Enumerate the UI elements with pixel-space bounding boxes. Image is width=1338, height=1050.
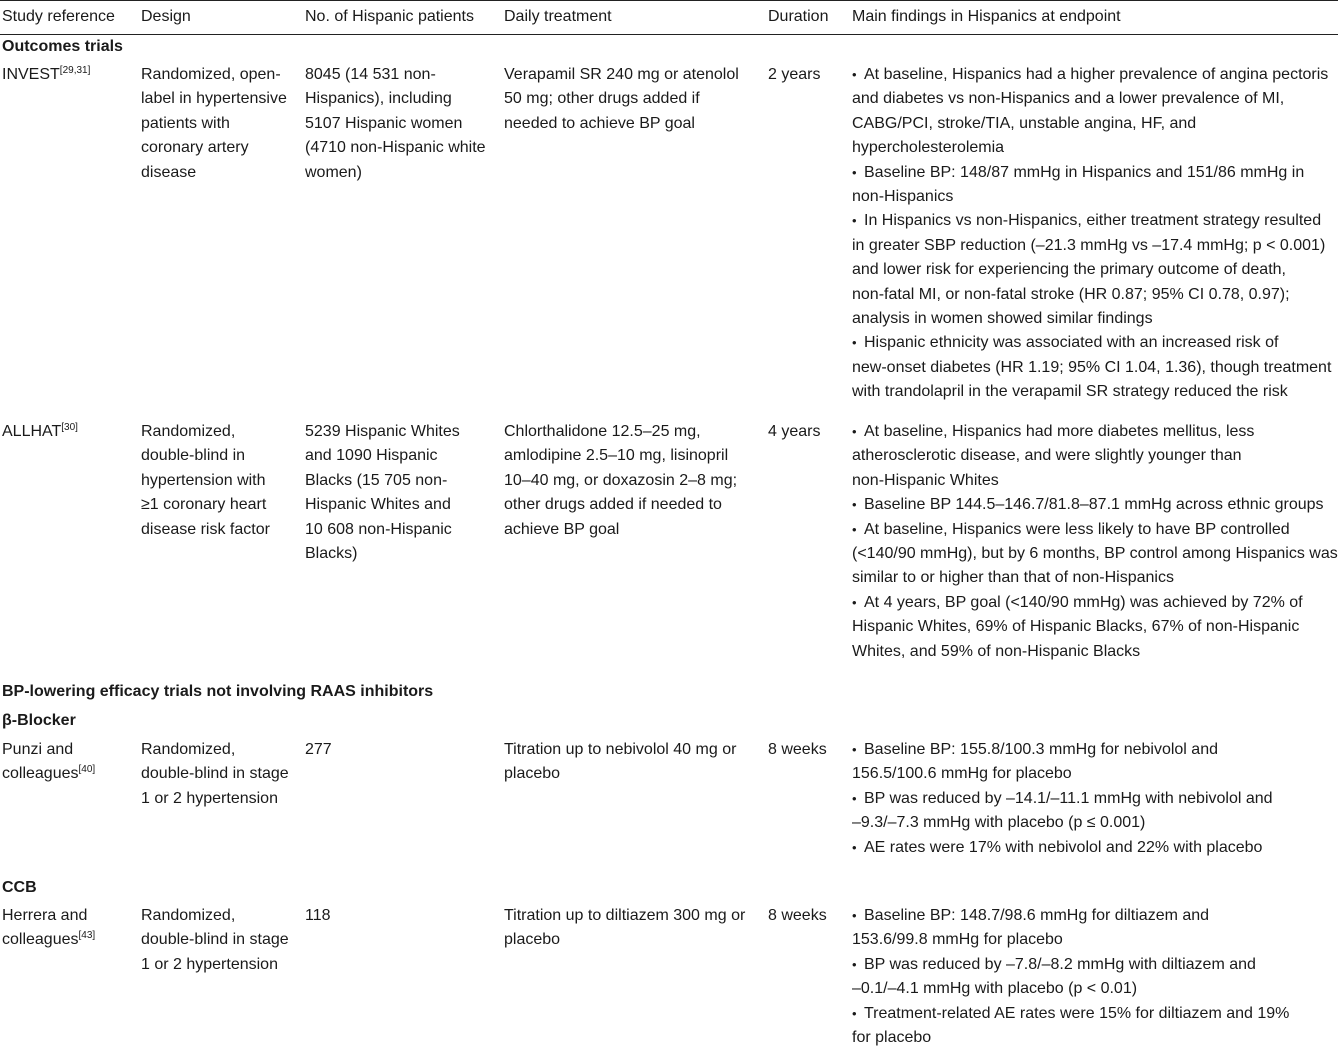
finding-line: Whites, and 59% of non-Hispanic Blacks xyxy=(852,642,1141,660)
treatment-line: 10–40 mg, or doxazosin 2–8 mg; xyxy=(504,471,738,489)
treatment-cell xyxy=(504,738,736,787)
section-bp-lowering-efficacy: BP-lowering efficacy trials not involving RAAS inhibitors xyxy=(2,683,434,700)
design-line: hypertension with xyxy=(141,471,266,489)
design-line: 1 or 2 hypertension xyxy=(141,789,278,807)
finding-line: • In Hispanics vs non-Hispanics, either treatment strategy resulted xyxy=(852,209,1331,233)
finding-bullet xyxy=(852,209,1331,331)
finding-line: CABG/PCI, stroke/TIA, unstable angina, HF, and xyxy=(852,114,1197,132)
patients-cell xyxy=(305,904,331,928)
citation-ref: [29,31] xyxy=(59,65,91,76)
finding-bullet xyxy=(852,904,1289,953)
finding-line: atherosclerotic disease, and were slightly younger than xyxy=(852,447,1242,465)
study-name: INVEST[29,31] xyxy=(2,65,91,83)
finding-bullet xyxy=(852,331,1331,404)
finding-line: hypercholesterolemia xyxy=(852,139,1005,157)
study-name: colleagues[40] xyxy=(2,764,96,783)
patients-cell xyxy=(305,63,486,185)
citation-ref: [43] xyxy=(78,930,96,942)
patients-line: Blacks) xyxy=(305,545,358,563)
finding-line: • AE rates were 17% with nebivolol and 22% with placebo xyxy=(852,836,1273,860)
finding-line: • At baseline, Hispanics had more diabetes mellitus, less xyxy=(852,420,1338,444)
design-line: ≥1 coronary heart xyxy=(141,496,267,514)
patients-line: 10 608 non-Hispanic xyxy=(305,520,452,538)
finding-line: similar to or higher than that of non-Hispanics xyxy=(852,569,1174,587)
duration-cell: 4 years xyxy=(768,423,821,440)
patients-line: 5107 Hispanic women xyxy=(305,114,463,132)
patients-line: Hispanics), including xyxy=(305,90,452,108)
patients-line: and 1090 Hispanic xyxy=(305,447,438,465)
design-line: coronary artery xyxy=(141,139,249,157)
finding-line: • Treatment-related AE rates were 15% for diltiazem and 19% xyxy=(852,1002,1289,1026)
finding-line: analysis in women showed similar findings xyxy=(852,310,1153,328)
design-line: patients with xyxy=(141,114,230,132)
patients-line: women) xyxy=(305,163,362,181)
treatment-cell xyxy=(504,63,739,136)
findings-cell xyxy=(852,738,1273,860)
study-name: colleagues[43] xyxy=(2,930,96,949)
finding-line: • At 4 years, BP goal (<140/90 mmHg) was achieved by 72% of xyxy=(852,591,1338,615)
patients-line: 8045 (14 531 non- xyxy=(305,66,436,83)
design-line: 1 or 2 hypertension xyxy=(141,955,278,973)
design-line: Randomized, xyxy=(141,741,236,758)
finding-line: • BP was reduced by –14.1/–11.1 mmHg with nebivolol and xyxy=(852,787,1273,811)
design-line: double-blind in stage xyxy=(141,931,289,949)
section-ccb: CCB xyxy=(2,879,37,896)
findings-cell xyxy=(852,63,1331,405)
header-duration: Duration xyxy=(768,8,829,25)
patients-line: 118 xyxy=(305,907,331,924)
duration-cell: 2 years xyxy=(768,66,821,83)
finding-line: and diabetes vs non-Hispanics and a lower prevalence of MI, xyxy=(852,90,1285,108)
treatment-cell xyxy=(504,420,737,542)
finding-line: 153.6/99.8 mmHg for placebo xyxy=(852,931,1063,949)
finding-line: and lower risk for experiencing the primary outcome of death, xyxy=(852,261,1286,279)
treatment-line: amlodipine 2.5–10 mg, lisinopril xyxy=(504,447,729,465)
treatment-line: placebo xyxy=(504,931,561,949)
study-reference-cell xyxy=(2,738,95,787)
design-line: label in hypertensive xyxy=(141,90,287,108)
finding-bullet xyxy=(852,787,1273,836)
finding-line: • Baseline BP 144.5–146.7/81.8–87.1 mmHg across ethnic groups xyxy=(852,493,1338,517)
finding-bullet xyxy=(852,591,1338,664)
header-study-reference: Study reference xyxy=(2,8,115,25)
study-reference-cell xyxy=(2,420,78,444)
treatment-line: achieve BP goal xyxy=(504,520,620,538)
patients-line: Blacks (15 705 non- xyxy=(305,471,448,489)
finding-line: • Hispanic ethnicity was associated with an increased risk of xyxy=(852,331,1331,355)
finding-line: • Baseline BP: 148/87 mmHg in Hispanics and 151/86 mmHg in xyxy=(852,161,1331,185)
citation-ref: [30] xyxy=(61,422,78,433)
finding-line: –0.1/–4.1 mmHg with placebo (p < 0.01) xyxy=(852,980,1138,998)
finding-line: for placebo xyxy=(852,1029,932,1047)
finding-line: (<140/90 mmHg), but by 6 months, BP control among Hispanics was xyxy=(852,545,1338,563)
finding-line: in greater SBP reduction (–21.3 mmHg vs –17.4 mmHg; p < 0.001) xyxy=(852,236,1326,254)
finding-bullet xyxy=(852,161,1331,210)
section-outcomes-trials: Outcomes trials xyxy=(2,38,123,55)
finding-line: new-onset diabetes (HR 1.19; 95% CI 1.04, 1.36), though treatment xyxy=(852,358,1332,376)
design-cell xyxy=(141,63,287,185)
finding-bullet xyxy=(852,953,1289,1002)
finding-bullet xyxy=(852,63,1331,161)
treatment-cell xyxy=(504,904,745,953)
treatment-line: Titration up to diltiazem 300 mg or xyxy=(504,907,746,924)
design-line: Randomized, open- xyxy=(141,66,281,83)
design-line: disease risk factor xyxy=(141,520,270,538)
finding-bullet xyxy=(852,1002,1289,1050)
header-daily-treatment: Daily treatment xyxy=(504,8,612,25)
design-line: disease xyxy=(141,163,197,181)
finding-line: • Baseline BP: 155.8/100.3 mmHg for nebivolol and xyxy=(852,738,1273,762)
study-name: ALLHAT[30] xyxy=(2,422,78,440)
treatment-line: needed to achieve BP goal xyxy=(504,114,695,132)
header-main-findings: Main findings in Hispanics at endpoint xyxy=(852,8,1121,25)
table-header xyxy=(0,0,1338,35)
finding-line: • Baseline BP: 148.7/98.6 mmHg for diltiazem and xyxy=(852,904,1289,928)
design-cell xyxy=(141,904,289,977)
finding-line: 156.5/100.6 mmHg for placebo xyxy=(852,765,1072,783)
study-name: Herrera and xyxy=(2,907,88,924)
treatment-line: 50 mg; other drugs added if xyxy=(504,90,700,108)
finding-line: –9.3/–7.3 mmHg with placebo (p ≤ 0.001) xyxy=(852,814,1146,832)
finding-line: Hispanic Whites, 69% of Hispanic Blacks, 67% of non-Hispanic xyxy=(852,618,1300,636)
patients-line: (4710 non-Hispanic white xyxy=(305,139,486,157)
patients-line: Hispanic Whites and xyxy=(305,496,451,514)
treatment-line: Verapamil SR 240 mg or atenolol xyxy=(504,66,739,83)
finding-bullet xyxy=(852,518,1338,591)
design-line: Randomized, xyxy=(141,423,236,440)
citation-ref: [40] xyxy=(78,764,96,776)
finding-bullet xyxy=(852,836,1273,860)
duration-cell: 8 weeks xyxy=(768,907,827,924)
patients-cell xyxy=(305,738,332,762)
design-cell xyxy=(141,420,270,542)
patients-line: 277 xyxy=(305,741,332,758)
duration-cell: 8 weeks xyxy=(768,741,827,758)
treatment-line: Titration up to nebivolol 40 mg or xyxy=(504,741,737,758)
findings-cell xyxy=(852,904,1289,1050)
design-cell xyxy=(141,738,289,811)
finding-line: • BP was reduced by –7.8/–8.2 mmHg with diltiazem and xyxy=(852,953,1289,977)
section-beta-blocker: β-Blocker xyxy=(2,712,76,729)
findings-cell xyxy=(852,420,1338,664)
header-design: Design xyxy=(141,8,191,25)
header-patients: No. of Hispanic patients xyxy=(305,8,474,25)
finding-line: with trandolapril in the verapamil SR strategy reduced the risk xyxy=(852,383,1288,401)
study-reference-cell xyxy=(2,63,90,87)
study-name: Punzi and xyxy=(2,741,74,758)
treatment-line: other drugs added if needed to xyxy=(504,496,722,514)
finding-bullet xyxy=(852,738,1273,787)
patients-cell xyxy=(305,420,460,566)
finding-line: non-Hispanics xyxy=(852,188,954,206)
treatment-line: placebo xyxy=(504,765,561,783)
finding-line: • At baseline, Hispanics were less likely to have BP controlled xyxy=(852,518,1338,542)
finding-line: non-Hispanic Whites xyxy=(852,471,999,489)
design-line: double-blind in xyxy=(141,447,246,465)
finding-line: • At baseline, Hispanics had a higher prevalence of angina pectoris xyxy=(852,63,1331,87)
study-reference-cell xyxy=(2,904,95,953)
patients-line: 5239 Hispanic Whites xyxy=(305,423,460,440)
finding-bullet xyxy=(852,493,1338,517)
finding-bullet xyxy=(852,420,1338,493)
finding-line: non-fatal MI, or non-fatal stroke (HR 0.87; 95% CI 0.78, 0.97); xyxy=(852,285,1290,303)
design-line: Randomized, xyxy=(141,907,236,924)
design-line: double-blind in stage xyxy=(141,765,289,783)
treatment-line: Chlorthalidone 12.5–25 mg, xyxy=(504,423,701,440)
